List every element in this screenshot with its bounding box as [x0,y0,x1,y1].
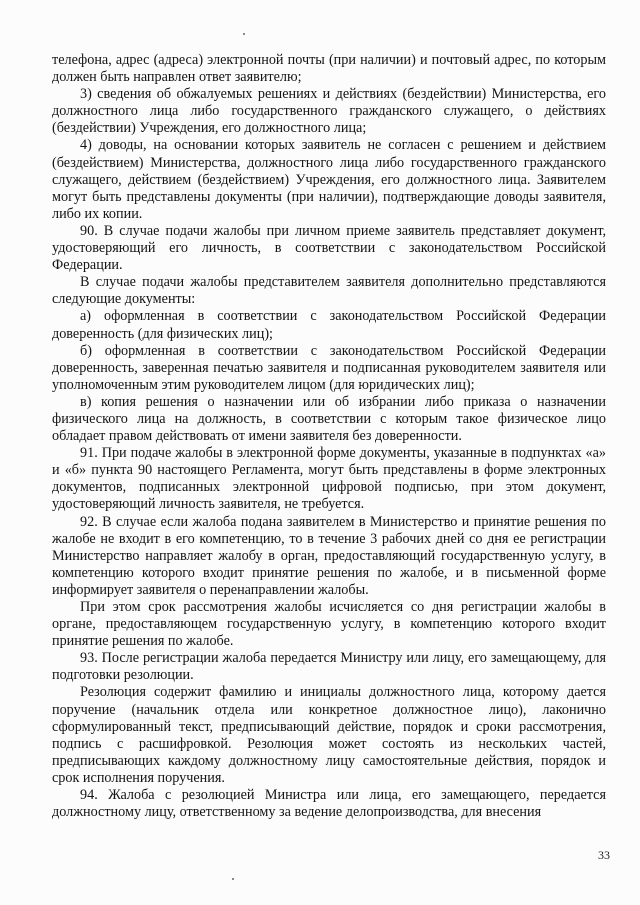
paragraph-clause-91: 91. При подаче жалобы в электронной форме документы, указанные в подпунктах «а» и «б» пункта 90 настоящего Регламента, могут быть представлены в форме электронных документов, подписанных электронной цифровой подписью, при этом документ, удостоверяющий личность заявителя, не требуется. [52,445,606,513]
paragraph-item-4: 4) доводы, на основании которых заявитель не согласен с решением и действием (бездействием) Министерства, должностного лица либо государственного гражданского служащего, действием (бездействием) Учреждения, его должностного лица. Заявителем могут быть представлены документы (при наличии), подтверждающие доводы заявителя, либо их копии. [52,137,606,222]
paragraph-representative-documents: В случае подачи жалобы представителем заявителя дополнительно представляются следующие документы: [52,274,606,308]
paragraph-review-term: При этом срок рассмотрения жалобы исчисляется со дня регистрации жалобы в органе, предоставляющем государственную услугу, в компетенцию которого входит принятие решения по жалобе. [52,599,606,650]
paragraph-item-a: а) оформленная в соответствии с законодательством Российской Федерации доверенность (для физических лиц); [52,308,606,342]
scan-speck [232,878,234,880]
scan-speck [243,33,245,35]
paragraph-clause-90: 90. В случае подачи жалобы при личном приеме заявитель представляет документ, удостоверяющий его личность, в соответствии с законодательством Российской Федерации. [52,222,606,274]
paragraph-item-v: в) копия решения о назначении или об избрании либо приказа о назначении физического лица на должность, в соответствии с которым такое физическое лицо обладает правом действовать от имени заявителя без доверенности. [52,393,606,445]
paragraph-resolution-content: Резолюция содержит фамилию и инициалы должностного лица, которому дается поручение (начальник отдела или конкретное должностное лицо), лаконично сформулированный текст, предписывающий действие, порядок и сроки рассмотрения, подпись с расшифровкой. Резолюция может состоять из нескольких частей, предписывающих каждому должностному лицу самостоятельные действия, порядок и срок исполнения поручения. [52,684,606,786]
paragraph-continuation-contacts: телефона, адрес (адреса) электронной почты (при наличии) и почтовый адрес, по которым должен быть направлен ответ заявителю; [52,52,606,86]
paragraph-item-3: 3) сведения об обжалуемых решениях и действиях (бездействии) Министерства, его должностного лица либо государственного гражданского служащего, о действиях (бездействии) Учреждения, его должностного лица; [52,86,606,137]
document-body [52,52,606,821]
paragraph-clause-93: 93. После регистрации жалоба передается Министру или лицу, его замещающему, для подготовки резолюции. [52,650,606,684]
paragraph-clause-92: 92. В случае если жалоба подана заявителем в Министерство и принятие решения по жалобе не входит в его компетенцию, то в течение 3 рабочих дней со дня ее регистрации Министерство направляет жалобу в орган, предоставляющий государственную услугу, в компетенцию которого входит принятие решения по жалобе, и в письменной форме информирует заявителя о перенаправлении жалобы. [52,513,606,598]
page-number: 33 [598,848,610,862]
paragraph-item-b: б) оформленная в соответствии с законодательством Российской Федерации доверенность, заверенная печатью заявителя и подписанная руководителем заявителя или уполномоченным этим руководителем лицом (для юридических лиц); [52,342,606,393]
paragraph-clause-94: 94. Жалоба с резолюцией Министра или лица, его замещающего, передается должностному лицу, ответственному за ведение делопроизводства, для внесения [52,787,606,821]
